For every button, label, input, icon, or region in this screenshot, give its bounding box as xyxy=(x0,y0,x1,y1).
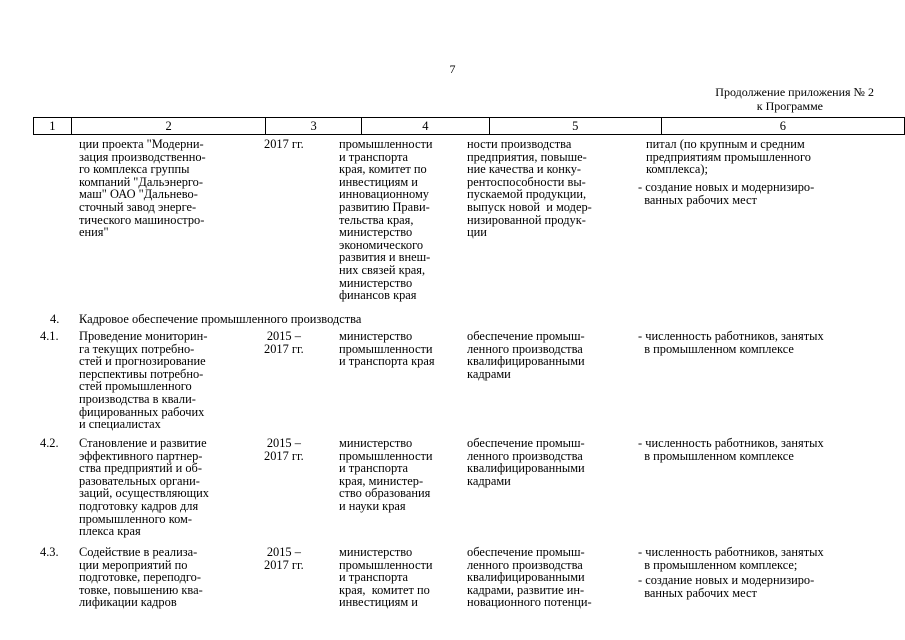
row-number: 4.3. xyxy=(40,545,59,559)
result-cell: обеспечение промыш- ленного производства квалифицированными кадрами xyxy=(467,329,585,381)
continuation-title: Продолжение приложения № 2 xyxy=(715,85,874,99)
header-cell-6: 6 xyxy=(661,118,904,135)
activity-cell: Проведение мониторин- га текущих потребно- стей и прогнозирование перспективы потребно- стей промышленного производства в квали- фицированных рабочих и специалистах xyxy=(79,329,208,432)
page-number: 7 xyxy=(449,62,456,76)
period-cell: 2017 гг. xyxy=(264,137,304,151)
activity-cell: Содействие в реализа- ции мероприятий по подготовке, переподго- товке, повышению ква- лификации кадров xyxy=(79,545,203,610)
header-cell-1: 1 xyxy=(34,118,72,135)
section-number: 4. xyxy=(50,312,60,326)
row-number: 4.2. xyxy=(40,436,59,450)
indicator-item: питал (по крупным и средним предприятиям промышленного комплекса); xyxy=(646,137,811,177)
result-cell: обеспечение промыш- ленного производства квалифицированными кадрами xyxy=(467,436,585,488)
result-cell: ности производства предприятия, повыше- ние качества и конку- рентоспособности вы- пускаемой продукции, выпуск новой и модер- низированной продук- ции xyxy=(467,137,592,240)
indicator-item: - создание новых и модернизиро- ванных рабочих мест xyxy=(638,180,815,207)
indicator-item: - численность работников, занятых в промышленном комплексе; xyxy=(638,545,824,572)
section-title: Кадровое обеспечение промышленного производства xyxy=(79,312,362,326)
period-cell: 2015 – 2017 гг. xyxy=(264,436,304,463)
period-cell: 2015 – 2017 гг. xyxy=(264,329,304,356)
indicator-item: - создание новых и модернизиро- ванных рабочих мест xyxy=(638,573,815,600)
header-cell-3: 3 xyxy=(266,118,361,135)
header-cell-5: 5 xyxy=(489,118,661,135)
executor-cell: министерство промышленности и транспорта края xyxy=(339,329,435,369)
activity-cell: Становление и развитие эффективного партнер- ства предприятий и об- разовательных органи- заций, осуществляющих подготовку кадров для промышленного ком- плекса края xyxy=(79,436,209,539)
indicator-item: - численность работников, занятых в промышленном комплексе xyxy=(638,436,824,463)
period-cell: 2015 – 2017 гг. xyxy=(264,545,304,572)
continuation-subtitle: к Программе xyxy=(756,99,823,113)
column-number-header xyxy=(33,117,905,135)
activity-cell: ции проекта "Модерни- зация производственно- го комплекса группы компаний "Дальэнерго- маш" ОАО "Дальнево- сточный завод энерге- тического машиностро- ения" xyxy=(79,137,206,240)
executor-cell: промышленности и транспорта края, комитет по инвестициям и инновационному развитию Прави- тельства края, министерство экономического развития и внеш- них связей края, министерство финансов края xyxy=(339,137,433,303)
executor-cell: министерство промышленности и транспорта края, комитет по инвестициям и xyxy=(339,545,433,610)
row-number: 4.1. xyxy=(40,329,59,343)
executor-cell: министерство промышленности и транспорта края, министер- ство образования и науки края xyxy=(339,436,433,513)
header-cell-4: 4 xyxy=(361,118,489,135)
indicator-item: - численность работников, занятых в промышленном комплексе xyxy=(638,329,824,356)
header-cell-2: 2 xyxy=(71,118,266,135)
result-cell: обеспечение промыш- ленного производства квалифицированными кадрами, развитие ин- новационного потенци- xyxy=(467,545,592,610)
